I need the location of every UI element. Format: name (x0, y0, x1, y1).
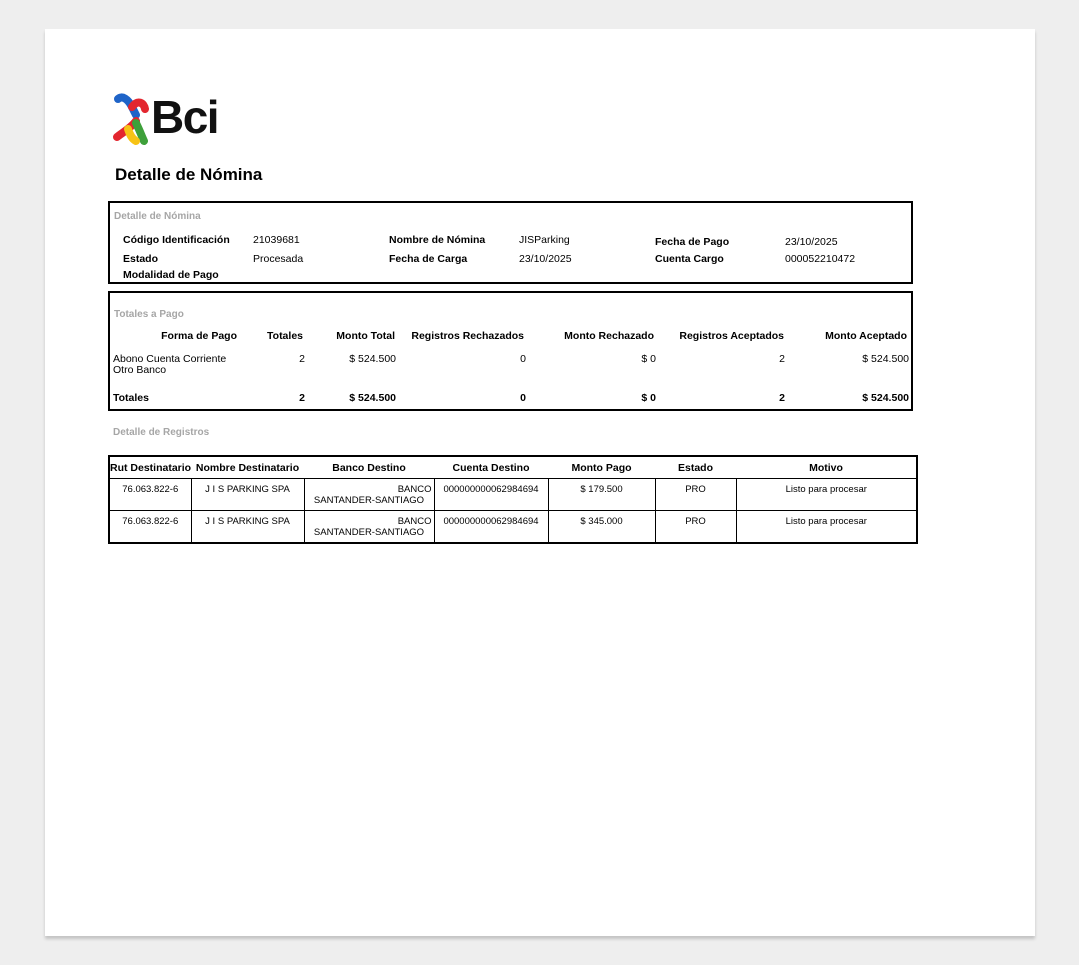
estado-value: Procesada (253, 253, 304, 265)
banco-line1: BANCO (397, 516, 432, 527)
forma-pago-line2: Otro Banco (113, 364, 167, 376)
footer-totales: 2 (299, 392, 305, 404)
table-row (109, 511, 917, 544)
row-monto-aceptado: $ 524.500 (862, 353, 909, 365)
codigo-value: 21039681 (253, 234, 300, 246)
cell-nombre: J I S PARKING SPA (191, 479, 304, 511)
fecha-pago-label: Fecha de Pago (655, 236, 730, 248)
cell-cuenta: 000000000062984694 (434, 511, 548, 544)
cell-nombre: J I S PARKING SPA (191, 511, 304, 544)
banco-line2: SANTANDER-SANTIAGO (313, 527, 425, 538)
cell-rut: 76.063.822-6 (109, 479, 191, 511)
footer-registros-aceptados: 2 (779, 392, 785, 404)
fecha-carga-label: Fecha de Carga (389, 253, 468, 265)
footer-totales-label: Totales (113, 392, 149, 404)
footer-monto-total: $ 524.500 (349, 392, 396, 404)
bci-logo-text: Bci (151, 91, 219, 143)
row-registros-aceptados: 2 (779, 353, 785, 365)
header-forma-pago: Forma de Pago (161, 330, 237, 342)
cell-motivo: Listo para procesar (736, 479, 917, 511)
cell-monto: $ 179.500 (548, 479, 655, 511)
banco-line2: SANTANDER-SANTIAGO (313, 495, 425, 506)
estado-label: Estado (123, 253, 159, 265)
nombre-nomina-label: Nombre de Nómina (389, 234, 486, 246)
th-monto: Monto Pago (548, 456, 655, 479)
row-monto-total: $ 524.500 (349, 353, 396, 365)
registros-table (108, 455, 918, 544)
section-label: Detalle de Nómina (114, 211, 201, 222)
detalle-nomina-box (108, 201, 913, 284)
header-monto-rechazado: Monto Rechazado (564, 330, 654, 342)
fecha-pago-value: 23/10/2025 (785, 236, 838, 248)
codigo-label: Código Identificación (123, 234, 230, 246)
section-label: Detalle de Registros (113, 427, 210, 438)
header-totales: Totales (267, 330, 303, 342)
cell-monto: $ 345.000 (548, 511, 655, 544)
row-registros-rechazados: 0 (520, 353, 526, 365)
row-monto-rechazado: $ 0 (641, 353, 656, 365)
cell-estado: PRO (655, 511, 736, 544)
th-motivo: Motivo (736, 456, 917, 479)
header-monto-aceptado: Monto Aceptado (825, 330, 907, 342)
cuenta-cargo-label: Cuenta Cargo (655, 253, 724, 265)
header-registros-rechazados: Registros Rechazados (411, 330, 524, 342)
cell-banco (304, 511, 434, 544)
th-cuenta: Cuenta Destino (434, 456, 548, 479)
bci-logo (112, 93, 224, 147)
table-header-row (109, 456, 917, 479)
th-banco: Banco Destino (304, 456, 434, 479)
totales-pago-box (108, 291, 913, 411)
banco-line1: BANCO (397, 484, 432, 495)
th-estado: Estado (655, 456, 736, 479)
document-page (45, 29, 1035, 936)
fecha-carga-value: 23/10/2025 (519, 253, 572, 265)
section-label: Totales a Pago (114, 309, 184, 320)
forma-pago-line1: Abono Cuenta Corriente (113, 353, 227, 365)
cuenta-cargo-value: 000052210472 (785, 253, 856, 265)
th-rut: Rut Destinatario (109, 456, 191, 479)
page-title: Detalle de Nómina (115, 165, 263, 184)
header-registros-aceptados: Registros Aceptados (679, 330, 784, 342)
cell-banco (304, 479, 434, 511)
footer-monto-rechazado: $ 0 (641, 392, 656, 404)
th-nombre: Nombre Destinatario (191, 456, 304, 479)
bci-logo-icon (112, 93, 152, 147)
header-monto-total: Monto Total (336, 330, 395, 342)
modalidad-label: Modalidad de Pago (123, 269, 219, 281)
table-row (109, 479, 917, 511)
footer-registros-rechazados: 0 (520, 392, 526, 404)
nombre-nomina-value: JISParking (519, 234, 570, 246)
cell-cuenta: 000000000062984694 (434, 479, 548, 511)
cell-rut: 76.063.822-6 (109, 511, 191, 544)
footer-monto-aceptado: $ 524.500 (862, 392, 909, 404)
row-totales: 2 (299, 353, 305, 365)
cell-estado: PRO (655, 479, 736, 511)
cell-motivo: Listo para procesar (736, 511, 917, 544)
